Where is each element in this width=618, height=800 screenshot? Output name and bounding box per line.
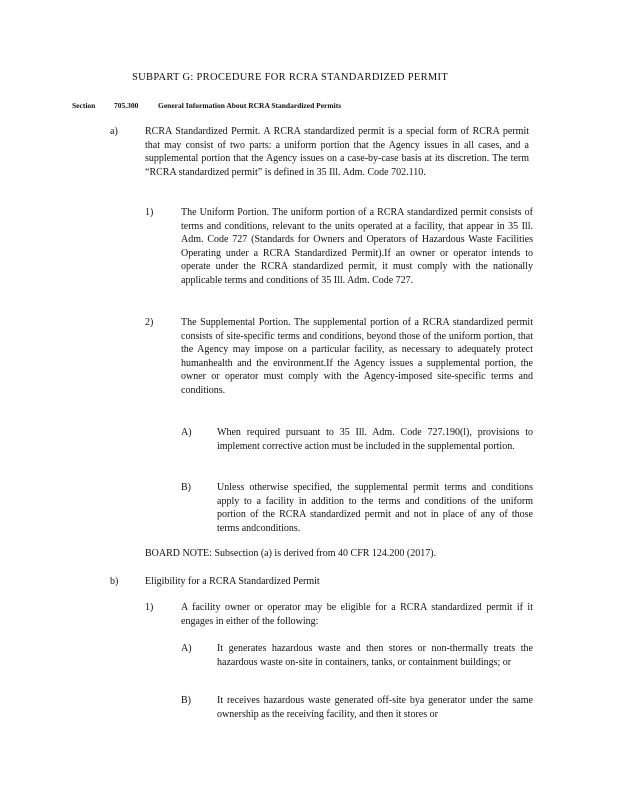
subsection-a2A-text: When required pursuant to 35 Ill. Adm. Code 727.190(l), provisions to implement corrective action must be included in the supplemental portion. [217,427,533,452]
subsection-b1B-marker: B) [181,695,191,706]
subsection-b1-text: A facility owner or operator may be eligible for a RCRA standardized permit if it engages in either of the following: [181,602,533,627]
section-label: Section [72,101,96,110]
section-number: 705.300 [114,101,139,110]
subsection-a1-text: The Uniform Portion. The uniform portion of a RCRA standardized permit consists of terms and conditions, relevant to the units operated at a facility, that appear in 35 Ill. Adm. Code 727 (Standards for Owners and Operators of Hazardous Waste Facilities Operating under a RCRA Standardized Permit).If an owner or operator intends to operate under the RCRA standardized permit, it must comply with the nationally applicable terms and conditions of 35 Ill. Adm. Code 727. [181,207,533,286]
subsection-a2B-text: Unless otherwise specified, the supplemental permit terms and conditions apply to a facility in addition to the terms and conditions of the uniform portion of the RCRA standardized permit and not in place of any of those terms andconditions. [217,482,533,534]
subsection-a2-text: The Supplemental Portion. The supplemental portion of a RCRA standardized permit consists of site-specific terms and conditions, beyond those of the uniform portion, that the Agency may impose on a particular facility, as necessary to adequately protect humanhealth and the environment.If the Agency issues a supplemental portion, the owner or operator must comply with the Agency-imposed site-specific terms and conditions. [181,317,533,396]
subsection-a-text: RCRA Standardized Permit. A RCRA standardized permit is a special form of RCRA permit that may consist of two parts: a uniform portion that the Agency issues in all cases, and a supplemental portion that the Agency issues on a case-by-case basis at its discretion. The term “RCRA standardized permit” is defined in 35 Ill. Adm. Code 702.110. [145,126,529,178]
board-note: BOARD NOTE: Subsection (a) is derived from 40 CFR 124.200 (2017). [145,548,437,559]
subsection-b1B-text: It receives hazardous waste generated off-site bya generator under the same ownership as the receiving facility, and then it stores or [217,695,533,720]
section-title: General Information About RCRA Standardized Permits [158,101,342,110]
subsection-a1-marker: 1) [145,207,154,218]
subsection-b1A-text: It generates hazardous waste and then stores or non-thermally treats the hazardous waste on-site in containers, tanks, or containment buildings; or [217,643,533,668]
section-heading [72,101,542,110]
subsection-b-heading: Eligibility for a RCRA Standardized Permit [145,576,320,587]
subsection-b1-marker: 1) [145,602,154,613]
subsection-a2B-marker: B) [181,482,191,493]
subsection-b1A-marker: A) [181,643,192,654]
subsection-a2-marker: 2) [145,317,154,328]
subsection-b-marker: b) [110,576,119,587]
subsection-a-marker: a) [110,126,118,137]
subsection-a2A-marker: A) [181,427,192,438]
subpart-title: SUBPART G: PROCEDURE FOR RCRA STANDARDIZED PERMIT [132,72,449,83]
